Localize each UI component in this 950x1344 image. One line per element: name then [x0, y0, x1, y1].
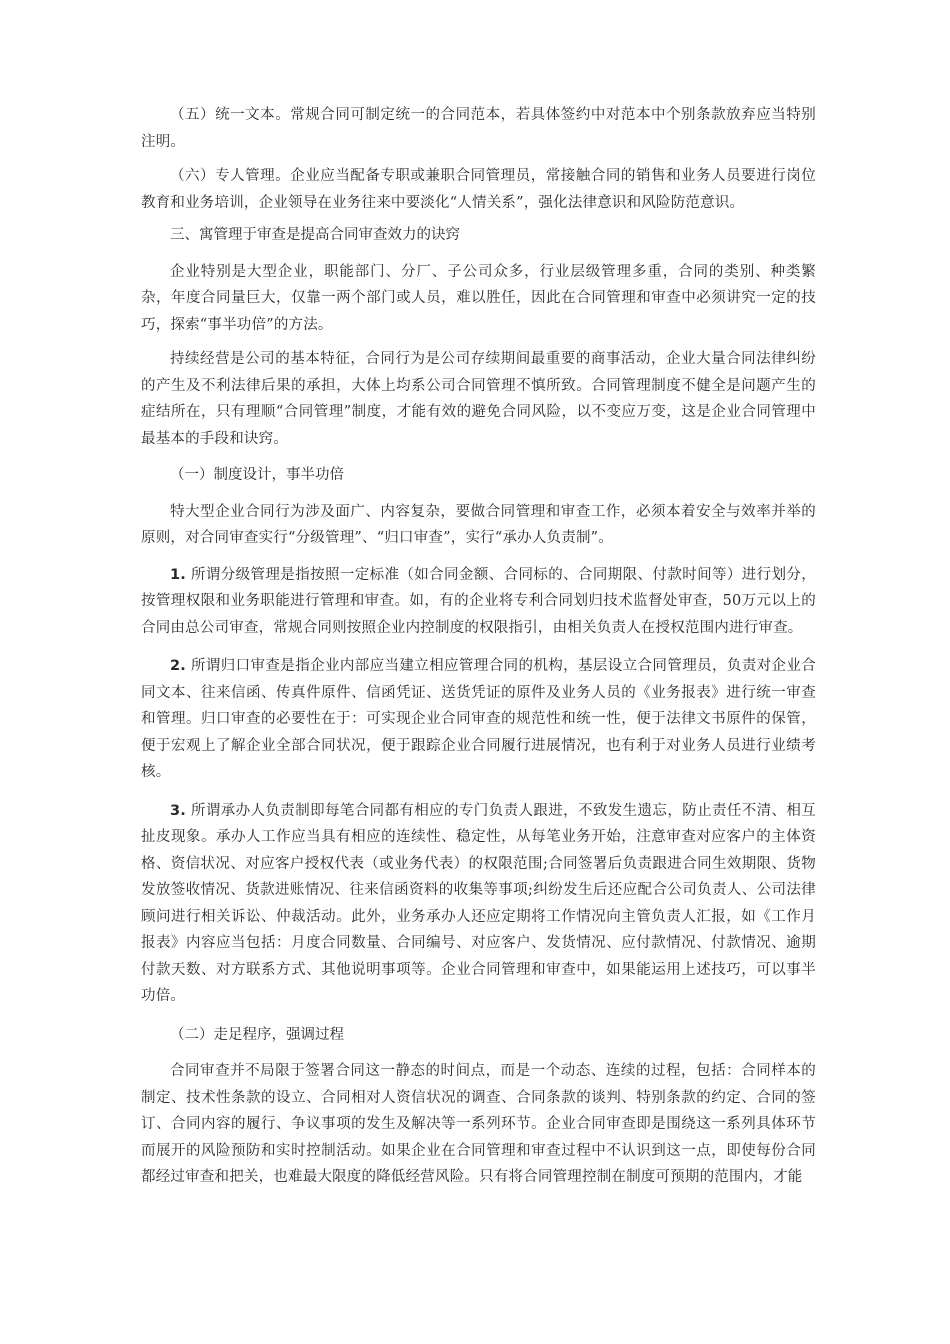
- item-text: 所谓分级管理是指按照一定标准（如合同金额、合同标的、合同期限、付款时间等）进行划分，按管理权限和业务职能进行管理和审查。如，有的企业将专利合同划归技术监督处审查，50万元以上的合同由总公司审查，常规合同则按照企业内控制度的权限指引，由相关负责人在授权范围内进行审查。: [141, 566, 816, 636]
- paragraph-item-1: [141, 562, 816, 642]
- paragraph-item-2: [141, 653, 816, 786]
- paragraph-process: 合同审查并不局限于签署合同这一静态的时间点，而是一个动态、连续的过程，包括：合同样本的制定、技术性条款的设立、合同相对人资信状况的调查、合同条款的谈判、特别条款的约定、合同的签订、合同内容的履行、争议事项的发生及解决等一系列环节。企业合同审查即是围绕这一系列具体环节而展开的风险预防和实时控制活动。如果企业在合同管理和审查过程中不认识到这一点，即使每份合同都经过审查和把关，也难最大限度的降低经营风险。只有将合同管理控制在制度可预期的范围内，才能: [141, 1063, 816, 1185]
- item-number: 1.: [170, 566, 186, 583]
- item-number: 3.: [170, 802, 186, 819]
- section-heading-3: 三、寓管理于审查是提高合同审查效力的诀窍: [170, 227, 460, 243]
- paragraph-grading-principle: 特大型企业合同行为涉及面广、内容复杂，要做合同管理和审查工作，必须本着安全与效率并举的原则，对合同审查实行“分级管理”、“归口审查”，实行“承办人负责制”。: [141, 503, 816, 546]
- subheading-procedure: （二）走足程序，强调过程: [170, 1026, 344, 1043]
- item-text: 所谓归口审查是指企业内部应当建立相应管理合同的机构，基层设立合同管理员，负责对企业合同文本、往来信函、传真件原件、信函凭证、送货凭证的原件及业务人员的《业务报表》进行统一审查和管理。归口审查的必要性在于：可实现企业合同审查的规范性和统一性，便于法律文书原件的保管，便于宏观上了解企业全部合同状况，便于跟踪企业合同履行进展情况，也有利于对业务人员进行业绩考核。: [141, 658, 816, 780]
- document-page: [141, 102, 816, 1199]
- paragraph-large-enterprise: 企业特别是大型企业，职能部门、分厂、子公司众多，行业层级管理多重，合同的类别、种类繁杂，年度合同量巨大，仅靠一两个部门或人员，难以胜任，因此在合同管理和审查中必须讲究一定的技巧，探索“事半功倍”的方法。: [141, 263, 816, 333]
- paragraph-continuous-operation: 持续经营是公司的基本特征，合同行为是公司存续期间最重要的商事活动，企业大量合同法律纠纷的产生及不利法律后果的承担，大体上均系公司合同管理不慎所致。合同管理制度不健全是问题产生的症结所在，只有理顺“合同管理”制度，才能有效的避免合同风险，以不变应万变，这是企业合同管理中最基本的手段和诀窍。: [141, 351, 816, 447]
- subheading-system-design: （一）制度设计，事半功倍: [170, 467, 344, 483]
- paragraph-dedicated-management: （六）专人管理。企业应当配备专职或兼职合同管理员，常接触合同的销售和业务人员要进行岗位教育和业务培训，企业领导在业务往来中要淡化“人情关系”，强化法律意识和风险防范意识。: [141, 168, 816, 211]
- paragraph-item-3: [141, 798, 816, 1010]
- item-text: 所谓承办人负责制即每笔合同都有相应的专门负责人跟进，不致发生遗忘，防止责任不清、相互扯皮现象。承办人工作应当具有相应的连续性、稳定性，从每笔业务开始，注意审查对应客户的主体资格、资信状况、对应客户授权代表（或业务代表）的权限范围;合同签署后负责跟进合同生效期限、货物发放签收情况、货款进账情况、往来信函资料的收集等事项;纠纷发生后还应配合公司负责人、公司法律顾问进行相关诉讼、仲裁活动。此外，业务承办人还应定期将工作情况向主管负责人汇报，如《工作月报表》内容应当包括：月度合同数量、合同编号、对应客户、发货情况、应付款情况、付款情况、逾期付款天数、对方联系方式、其他说明事项等。企业合同管理和审查中，如果能运用上述技巧，可以事半功倍。: [141, 802, 816, 1004]
- paragraph-unified-text: （五）统一文本。常规合同可制定统一的合同范本，若具体签约中对范本中个别条款放弃应当特别注明。: [141, 107, 816, 150]
- item-number: 2.: [170, 658, 186, 674]
